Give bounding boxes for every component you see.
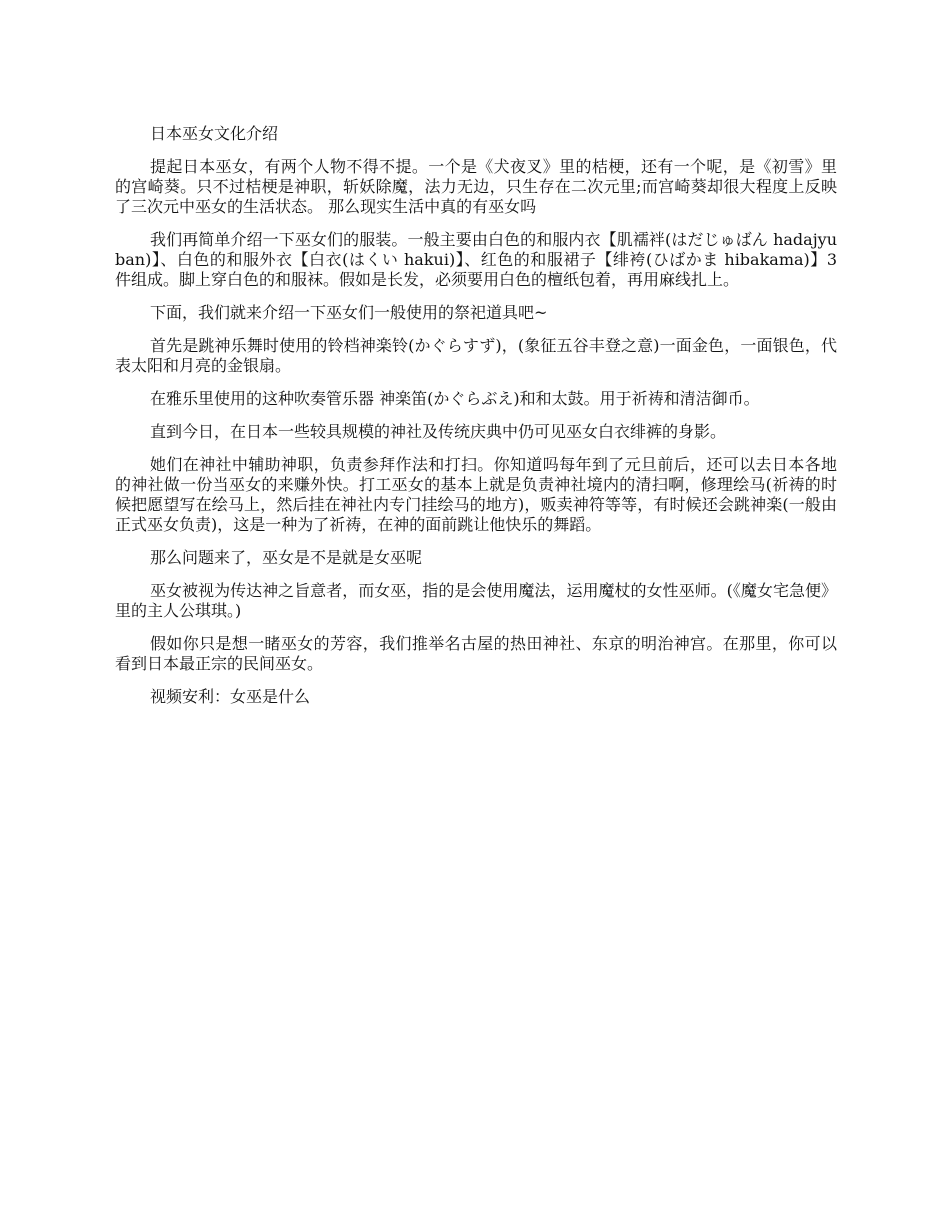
paragraph-today: 直到今日，在日本一些较具规模的神社及传统庆典中仍可见巫女白衣绯裤的身影。 [150, 422, 727, 441]
document-title: 日本巫女文化介绍 [150, 124, 279, 143]
paragraph-video: 视频安利：女巫是什么 [150, 687, 311, 706]
document-body [115, 124, 837, 720]
paragraph-kagura-flute: 在雅乐里使用的这种吹奏管乐器 神楽笛(かぐらぶえ)和和太鼓。用于祈祷和清洁御币。 [150, 389, 760, 408]
paragraph-intro: 提起日本巫女，有两个人物不得不提。一个是《犬夜叉》里的桔梗，还有一个呢，是《初雪》里的宫崎葵。只不过桔梗是神职，斩妖除魔，法力无边，只生存在二次元里;而宫崎葵却很大程度上反映了三次元中巫女的生活状态。 那么现实生活中真的有巫女吗 [115, 157, 837, 216]
paragraph-where-to-see: 假如你只是想一睹巫女的芳容，我们推举名古屋的热田神社、东京的明治神宫。在那里，你可以看到日本最正宗的民间巫女。 [115, 634, 837, 673]
paragraph-witch-difference: 巫女被视为传达神之旨意者，而女巫，指的是会使用魔法，运用魔杖的女性巫师。(《魔女宅急便》里的主人公琪琪。) [115, 581, 837, 620]
paragraph-kagura-bell: 首先是跳神乐舞时使用的铃档神楽铃(かぐらすず)，(象征五谷丰登之意)一面金色，一面银色，代表太阳和月亮的金银扇。 [115, 336, 837, 375]
paragraph-duties: 她们在神社中辅助神职，负责参拜作法和打扫。你知道吗每年到了元旦前后，还可以去日本各地的神社做一份当巫女的来赚外快。打工巫女的基本上就是负责神社境内的清扫啊，修理绘马(祈祷的时候把愿望写在绘马上，然后挂在神社内专门挂绘马的地方)，贩卖神符等等，有时候还会跳神楽(一般由正式巫女负责)，这是一种为了祈祷，在神的面前跳让他快乐的舞蹈。 [115, 455, 837, 534]
paragraph-costume: 我们再简单介绍一下巫女们的服装。一般主要由白色的和服内衣【肌襦袢(はだじゅばん hadajyuban)】、白色的和服外衣【白衣(はくい hakui)】、红色的和服裙子【绯袴(ひばかま hibakama)】3 件组成。脚上穿白色的和服袜。假如是长发，必须要用白色的檀纸包着，再用麻线扎上。 [115, 230, 837, 289]
paragraph-tools-intro: 下面，我们就来介绍一下巫女们一般使用的祭祀道具吧~ [150, 303, 548, 322]
paragraph-question: 那么问题来了，巫女是不是就是女巫呢 [150, 548, 423, 567]
